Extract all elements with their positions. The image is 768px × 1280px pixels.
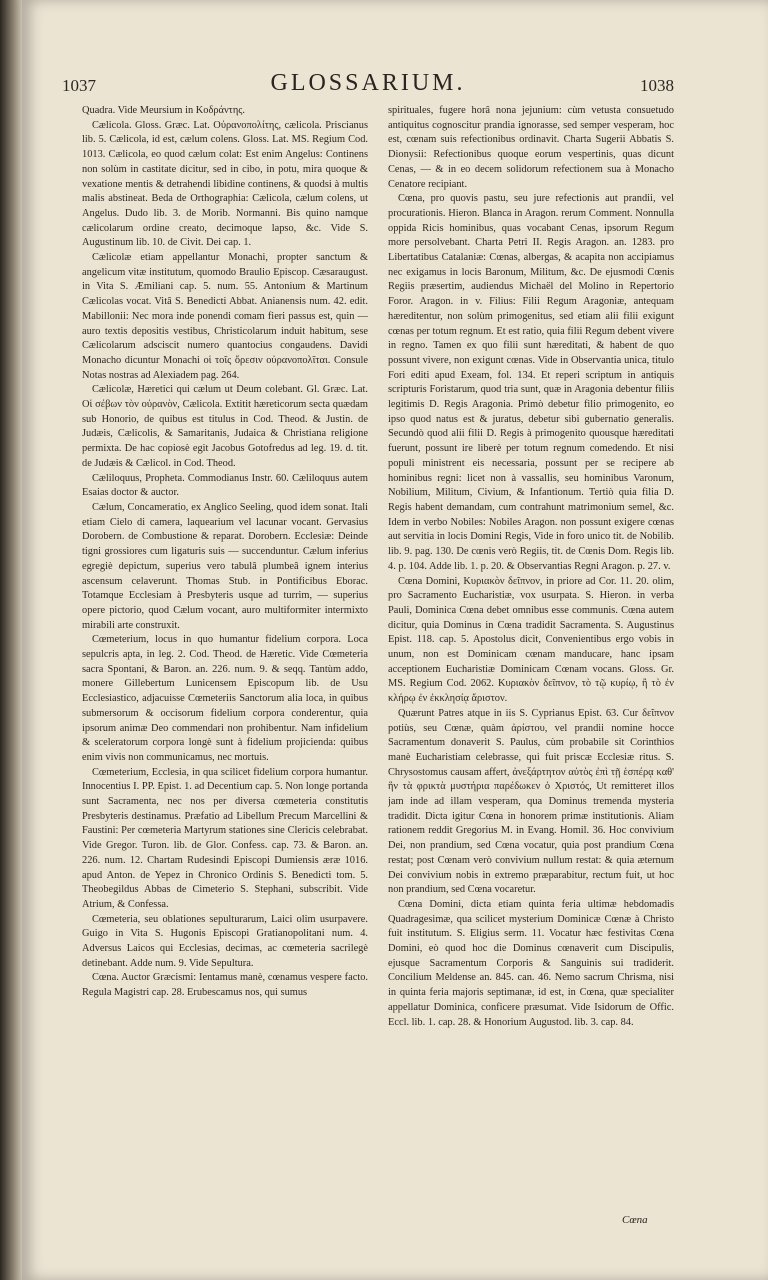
right-paragraph-1: spirituales, fugere horâ nona jejunium: cùm vetusta consuetudo antiquitus cognoscitur prandia ignorasse, sed semper vesperam, hoc est, cœnam suis refectionibus ordinavit. Charta Sugerii Abbatis S. Dionysii: Refectionibus quoque eorum vespertinis, quas dicunt Cenas, — & in eo decem solidorum refectionem sua à Monacho Cenatore recipiant. [388,105,674,190]
right-paragraph-5: Cœna Domini, dicta etiam quinta feria ultimæ hebdomadis Quadragesimæ, qua scilicet mysterium Dominicæ Cœnæ à Christo fuit institutum. S. Eligius serm. 11. Vocatur hæc festivitas Cœna Domini, eò quod hoc die Dominus cœnaverit cum Discipulis, ejusque Sacramentum Corporis & Sanguinis sui tradiderit. Concilium Meldense an. 845. can. 46. Nemo sacrum Chrisma, nisi in quinta feria majoris septimanæ, id est, in Cœna, quæ specialiter appellatur Dominica, conficere præsumat. Vide Isidorum de Offic. Eccl. lib. 1. cap. 28. & Honorium Augustod. lib. 3. cap. 84. [388,898,674,1028]
left-paragraph-3: Cælicolæ etiam appellantur Monachi, propter sanctum & angelicum vitæ institutum, quomodo Braulio Episcop. Cæsaraugust. in Vita S. Æmiliani cap. 5. num. 55. Antonium & Martinum Cælicolas vocat. Vitâ S. Benedicti Abbat. Anianensis num. 42. edit. Mabillonii: Nec mora inde ponendi comam fieri passus est, quin — auro textis depositis vestibus, Christicolarum induit habitum, sese Cælicolarum adsciscit numero quantocius congaudens. Davidi Monacho dicuntur Monachi οἱ τοῖς ὄρεσιν οὐρανοπολῖται. Consule Notas nostras ad Alexiadem pag. 264. [82,252,368,381]
page-number-left: 1037 [62,76,96,95]
left-paragraph-1: Quadra. Vide Meursium in Κοδράντης. [82,105,245,116]
book-page [22,0,768,1280]
left-paragraph-7: Cœmeterium, locus in quo humantur fidelium corpora. Loca sepulcris apta, in leg. 2. Cod. Theod. de Hæretic. Vide Cœmeteria sacra Spontani, & Baron. an. 226. num. 9. & seqq. Tantùm addo, monere Gillebertum Lunicensem Episcopum lib. de Usu Ecclesiastico, adjacuisse Cœmeteriis Sanctorum alia loca, in quibus submersorum & occisorum fidelium corpora conderentur, quia ipsorum animæ Deo commendari non prohibentur. Nam infidelium & sceleratorum corpora longè sunt à fidelium projicienda: quibus enim vivis non communicamus, nec mortuis. [82,634,368,763]
left-paragraph-6: Cælum, Concameratio, ex Anglico Seeling, quod idem sonat. Itali etiam Cielo di camera, laquearium vel lacunar vocant. Gervasius Dorobern. de Combustione & reparat. Dorobern. Ecclesiæ: Deinde tigni grossiores cum ligaturis suis — succenduntur. Cælum inferius egregiè depictum, superius vero tabulâ plumbeâ ignem interius ascensum celaverunt. Thomas Stub. in Pontificibus Eborac. Totamque Ecclesiam à Presbyteris usque ad turrim, — superius opere pictorio, quod Cælum vocant, auro multiformiter intermixto mirabili arte construxit. [82,501,368,631]
left-paragraph-5: Cæliloquus, Propheta. Commodianus Instr. 60. Cæliloquus autem Esaias doctor & auctor. [82,472,368,499]
book-gutter [0,0,22,1280]
page-header [62,70,674,100]
catchword: Cœna [622,1214,648,1226]
right-paragraph-2: Cœna, pro quovis pastu, seu jure refectionis aut prandii, vel procurationis. Hieron. Blanca in Aragon. rerum Comment. Nonnulla oppida Ricis hominibus, quas vocabant Cenas, ipsorum Regum more persolvebant. Charta Petri II. Regis Aragon. an. 1283. pro Libertatibus Catalaniæ: Cœnas, albergas, & acapita non accipiamus nec exigamus in locis Baronum, Militum, &c. De ejusmodi Cœnis Regiis præsertim, audiendus Michaël del Molino in Repertorio Foror. Aragon. in v. Filius: Filii Regum Aragoniæ, antequam hæreditentur, non solùm primogenitus, sed etiam alii filii exigunt cœnas per totum regnum. Et est ratio, quia filii Regum debent vivere in regno. Tamen ex quo filii sunt hæreditati, & habent de quo possunt vivere, non exigunt cœnas. Vide in Observantia unica, titulo Fori editi apud Exeam, fol. 134. Et reperi scriptum in antiquis scripturis Foristarum, quod tria sunt, quæ in Aragonia debentur filiis legitimis D. Regis Aragonia. Primò debetur filio primogenito, eo ipso quod natus est & juratus, debetur sibi gubernatio generalis. Secundò quod alii filii D. Regis à primogenito quousque hæreditati fuerunt, possunt ire liberè per totum regnum comedendo. Et nisi populi ministrent eis necessaria, possunt per se recipere ab hominibus regni: licet non à vassallis, seu hominibus Varonum, Nobilium, Militum, Civium, & Infantionum. Tertiò quia filia D. Regis habent demandam, cum contrahunt matrimonium semel, &c. Idem in verbo Nobiles: Nobiles Aragon. non possunt exigere cœnas aut servitia in locis Domini Regis, Vide in foro unico tit. de Nobilib. lib. 9. pag. 130. De cœnis verò Regiis, tit. de Cœnis Dom. Regis lib. 4. p. 104. Adde lib. 1. p. 20. & Observantias Regni Aragon. p. 27. v. [388,193,674,572]
left-paragraph-10: Cœna. Auctor Græcismi: Ientamus manè, cœnamus vespere facto. Regula Magistri cap. 28. Erubescamus nos, qui sumus [82,972,368,999]
left-paragraph-9: Cœmeteria, seu oblationes sepulturarum, Laici olim usurpavere. Guigo in Vita S. Hugonis Episcopi Gratianopolitani num. 4. Adversus Laicos qui Ecclesias, decimas, ac cœmeteria sacrilegè detinebant. Adde num. 9. Vide Sepultura. [82,913,368,969]
right-column [388,104,674,1224]
page-title: GLOSSARIUM. [270,70,466,96]
left-paragraph-8: Cœmeterium, Ecclesia, in qua scilicet fidelium corpora humantur. Innocentius I. PP. Epist. 1. ad Decentium cap. 5. Non longe portanda sunt Sacramenta, nec nos per diversa cœmeteria constitutis Presbyteris destinamus. Præfatio ad Libellum Precum Marcellini & Faustini: Per cœmeteria Martyrum stationes sine Clericis celebrabat. Vide Gregor. Turon. lib. de Glor. Confess. cap. 73. & Baron. an. 226. num. 12. Chartam Rudesindi Episcopi Dumiensis æræ 1016. apud Anton. de Yepez in Chronico Ordinis S. Benedicti tom. 5. Theobegildus Abbas de Cimeterio S. Stephani, subscribit. Vide Atrium, & Confessa. [82,766,368,910]
left-column [82,104,368,1224]
right-paragraph-3: Cœna Domini, Κυριακὸν δεῖπνον, in priore ad Cor. 11. 20. olim, pro Sacramento Eucharistiæ, vox usurpata. S. Hieron. in verba Pauli, Dominica Cœna debet omnibus esse communis. Cœna autem dicitur, quia Dominus in Cœna tradidit Sacramenta. S. Augustinus Epist. 118. cap. 5. Apostolus dicit, Convenientibus ergo vobis in unum, non est Dominicam cœnam manducare, hanc ipsam acceptionem Eucharistiæ Dominicam Cœnam vocans. Gloss. Gr. MS. Regium Cod. 2062. Κυριακὸν δεῖπνον, τὸ τῷ κυρίῳ, ἢ τὸ ἐν κλήρῳ ἐν ἐκκλησίᾳ ἄριστον. [388,575,674,705]
left-paragraph-4: Cælicolæ, Hæretici qui cælum ut Deum colebant. Gl. Græc. Lat. Οἱ σέβων τὸν οὐρανὸν, Cælicola. Extitit hæreticorum secta quædam sub Honorio, de quibus est titulus in Cod. Theod. & Justin. de Judæis, Cælicolis, & Samaritanis, Judaica & Christiana religione permixta. De hac copiosè egit Jacobus Gotofredus ad leg. 19. d. tit. de Judæis & Cælicol. in Cod. Theod. [82,384,368,469]
left-paragraph-2: Cælicola. Gloss. Græc. Lat. Οὐρανοπολίτης, cælicola. Priscianus lib. 5. Cælicola, id est, cælum colens. Gloss. Lat. MS. Regium Cod. 1013. Cælicola, eo quod cælum colat: Est enim Angelus: Continens non solùm in castitate dicitur, sed in cibo, in potu, mira quoque & vexatione mentis & detrahendi libidine continens, & quodsi à multis malis abstineat. Beda de Orthographia: Cælicola, cælum colens, ut Angelus. Dudo lib. 3. de Morib. Normanni. Bis quino namque cælicolarum ordine creato, decimoque lapso, &c. Vide S. Augustinum lib. 10. de Civit. Dei cap. 1. [82,119,368,249]
page-number-right: 1038 [640,76,674,95]
right-paragraph-4: Quærunt Patres atque in iis S. Cyprianus Epist. 63. Cur δεῖπνον potiùs, seu Cœnæ, quàm ἀρίστου, vel prandii nomine hocce Sacramentum donaverit S. Paulus, cùm probabile sit Corinthios manè Eucharistiam celebrasse, qui fuit priscæ Ecclesiæ ritus. S. Chrysostomus causam affert, ἀνεξάρτητον αὐτὸς ἐπὶ τῇ ἑσπέρᾳ καθ' ἣν τὰ φρικτὰ μυστήρια παρέδωκεν ὁ Χριστός, Ut remitteret illos jam inde ad illam vesperam, qua Dominus tremenda mysteria tradidit. Dicta igitur Cœna in honorem primæ institutionis. Aliam rationem reddit Gregorius M. in Evang. Homil. 36. Hoc convivium Dei, non prandium, sed Cœna vocatur, quia post prandium Cœna restat; post Cœnam verò convivium nullum restat: & quia æternum Dei convivium nobis in extremo præparabitur, rectum fuit, ut hoc non prandium, sed Cœna vocaretur. [388,707,674,896]
